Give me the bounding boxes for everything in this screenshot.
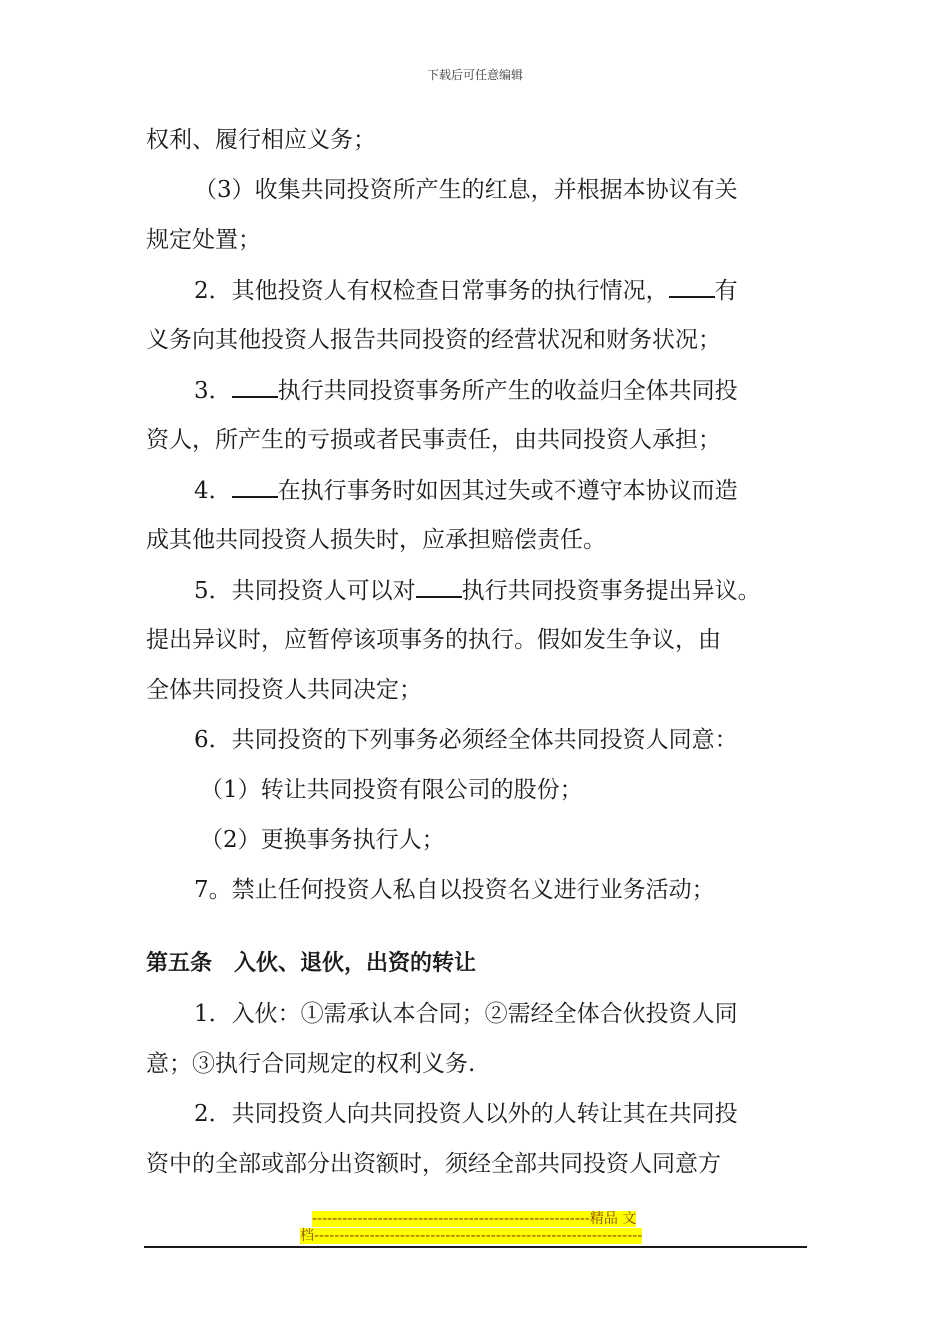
item-3-line: [194, 374, 874, 407]
paragraph-line: 规定处置；: [146, 227, 261, 253]
section-heading: 第五条 入伙、退伙，出资的转让: [146, 951, 477, 976]
paragraph-line: 权利、履行相应义务；: [146, 127, 376, 153]
sub-item-line: （1）转让共同投资有限公司的股份；: [200, 777, 583, 803]
item-7-line: 7。禁止任何投资人私自以投资名义进行业务活动；: [194, 877, 715, 903]
blank-field: [232, 374, 278, 398]
item-4-line: [194, 474, 874, 507]
blank-field: [669, 274, 715, 298]
item-3-text: 执行共同投资事务所产生的收益归全体共同投: [277, 378, 738, 404]
paragraph-line: 义务向其他投资人报告共同投资的经营状况和财务状况；: [146, 327, 721, 353]
paragraph-line: 资人，所产生的亏损或者民事责任，由共同投资人承担；: [146, 427, 721, 453]
item-4-text: 在执行事务时如因其过失或不遵守本协议而造: [277, 478, 738, 504]
item-2-line: [194, 274, 874, 307]
paragraph-line: 提出异议时，应暂停该项事务的执行。假如发生争议，由: [146, 627, 721, 653]
item-3-number: 3．: [194, 378, 232, 404]
footer-line-2: 档-----------------------------------------------------------------: [300, 1228, 643, 1244]
paragraph-line: 全体共同投资人共同决定；: [146, 677, 422, 703]
blank-field: [416, 574, 462, 598]
blank-field: [232, 474, 278, 498]
sub-item-line: （2）更换事务执行人；: [200, 827, 445, 853]
paragraph-line: 1．入伙：①需承认本合同；②需经全体合伙投资人同: [194, 1001, 738, 1027]
footer-line-1: -------------------------------------------------------精品 文: [312, 1211, 637, 1227]
footer-watermark: [300, 1211, 652, 1245]
header-note: 下载后可任意编辑: [426, 68, 523, 82]
paragraph-line: 成其他共同投资人损失时，应承担赔偿责任。: [146, 527, 606, 553]
item-2-text-end: 有: [714, 278, 738, 304]
item-4-number: 4．: [194, 478, 232, 504]
footer-divider: [144, 1246, 807, 1248]
paragraph-line: 意；③执行合同规定的权利义务.: [146, 1051, 476, 1077]
paragraph-line: （3）收集共同投资所产生的红息，并根据本协议有关: [194, 177, 738, 203]
paragraph-line: 资中的全部或部分出资额时，须经全部共同投资人同意方: [146, 1151, 721, 1177]
paragraph-line: 2．共同投资人向共同投资人以外的人转让其在共同投: [194, 1101, 738, 1127]
item-2-text: 2．其他投资人有权检查日常事务的执行情况，: [194, 278, 669, 304]
item-6-line: 6．共同投资的下列事务必须经全体共同投资人同意：: [194, 727, 738, 753]
item-5-line: [194, 574, 874, 607]
item-5-text: 5．共同投资人可以对: [194, 578, 416, 604]
item-5-text-end: 执行共同投资事务提出异议。: [461, 578, 761, 604]
